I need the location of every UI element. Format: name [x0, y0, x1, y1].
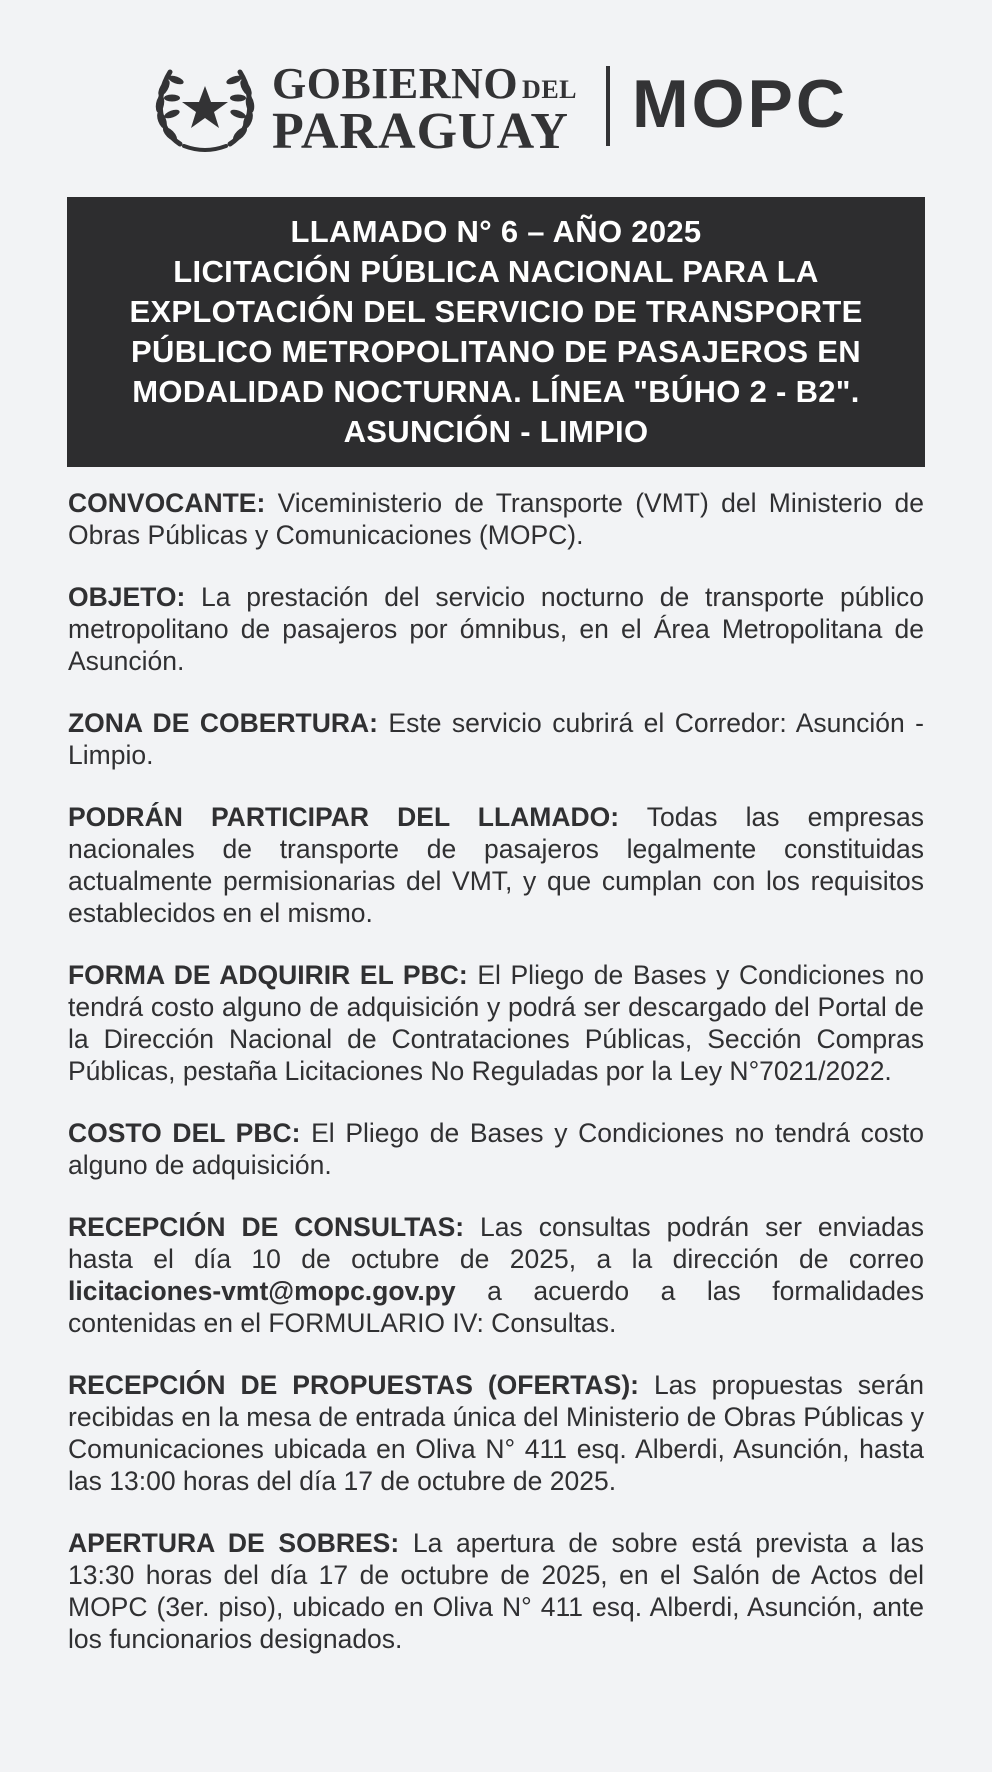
section-label: COSTO DEL PBC:	[68, 1118, 301, 1148]
section-text: Las consultas podrán ser enviadas hasta el día 10 de octubre de 2025, a la dirección de correo	[68, 1212, 924, 1274]
section-text: El Pliego de Bases y Condiciones no tendrá costo alguno de adquisición.	[68, 1118, 924, 1180]
section-podran-participar	[68, 801, 924, 929]
title-box	[67, 197, 925, 467]
section-forma-adquirir	[68, 959, 924, 1087]
section-recepcion-consultas	[68, 1211, 924, 1339]
agency-logo-text: MOPC	[632, 66, 848, 142]
section-text: Este servicio cubrirá el Corredor: Asunción - Limpio.	[68, 708, 924, 770]
section-apertura-sobres	[68, 1527, 924, 1655]
section-objeto	[68, 581, 924, 677]
section-label: APERTURA DE SOBRES:	[68, 1528, 400, 1558]
title-line: PÚBLICO METROPOLITANO DE PASAJEROS EN	[131, 334, 861, 369]
title-line: ASUNCIÓN - LIMPIO	[343, 414, 649, 449]
section-text: Las propuestas serán recibidas en la mesa de entrada única del Ministerio de Obras Públicas y Comunicaciones ubicada en Oliva N° 411 esq. Alberdi, Asunción, hasta las 13:00 horas del día 17 de octubre de 2025.	[68, 1370, 924, 1496]
section-convocante	[68, 487, 924, 551]
title-line: LLAMADO N° 6 – AÑO 2025	[290, 214, 702, 249]
notice-body	[68, 487, 924, 1685]
title-line: EXPLOTACIÓN DEL SERVICIO DE TRANSPORTE	[129, 294, 863, 329]
national-seal-icon	[150, 58, 260, 154]
section-zona-cobertura	[68, 707, 924, 771]
section-text: Todas las empresas nacionales de transporte de pasajeros legalmente constituidas actualmente permisionarias del VMT, y que cumplan con los requisitos establecidos en el mismo.	[68, 802, 924, 928]
section-label: ZONA DE COBERTURA:	[68, 708, 378, 738]
title-line: LICITACIÓN PÚBLICA NACIONAL PARA LA	[173, 254, 819, 289]
logo-del: DEL	[522, 75, 578, 104]
section-label: RECEPCIÓN DE PROPUESTAS (OFERTAS):	[68, 1370, 639, 1400]
logo-line-paraguay: PARAGUAY	[272, 103, 569, 160]
section-text: El Pliego de Bases y Condiciones no tendrá costo alguno de adquisición y podrá ser descargado del Portal de la Dirección Nacional de Contrataciones Públicas, Sección Compras Públicas, pestaña Licitaciones No Reguladas por la Ley N°7021/2022.	[68, 960, 924, 1086]
section-text: La apertura de sobre está prevista a las 13:30 horas del día 17 de octubre de 2025, en el Salón de Actos del MOPC (3er. piso), ubicado en Oliva N° 411 esq. Alberdi, Asunción, ante los funcionarios designados.	[68, 1528, 924, 1654]
section-costo-pbc	[68, 1117, 924, 1181]
section-text: a acuerdo a las formalidades contenidas en el FORMULARIO IV: Consultas.	[68, 1276, 924, 1338]
section-text: La prestación del servicio nocturno de transporte público metropolitano de pasajeros por ómnibus, en el Área Metropolitana de Asunción.	[68, 582, 924, 676]
title-line: MODALIDAD NOCTURNA. LÍNEA "BÚHO 2 - B2".	[132, 374, 860, 409]
section-label: OBJETO:	[68, 582, 186, 612]
section-label: RECEPCIÓN DE CONSULTAS:	[68, 1212, 465, 1242]
section-label: FORMA DE ADQUIRIR EL PBC:	[68, 960, 468, 990]
section-text: Viceministerio de Transporte (VMT) del Ministerio de Obras Públicas y Comunicaciones (MOPC).	[68, 488, 924, 550]
logo-line-gobierno: GOBIERNO DEL	[272, 59, 578, 108]
section-recepcion-propuestas	[68, 1369, 924, 1497]
section-label: CONVOCANTE:	[68, 488, 266, 518]
section-label: PODRÁN PARTICIPAR DEL LLAMADO:	[68, 802, 620, 832]
logo-divider	[606, 66, 610, 146]
contact-email: licitaciones-vmt@mopc.gov.py	[68, 1276, 456, 1306]
header	[0, 52, 992, 162]
